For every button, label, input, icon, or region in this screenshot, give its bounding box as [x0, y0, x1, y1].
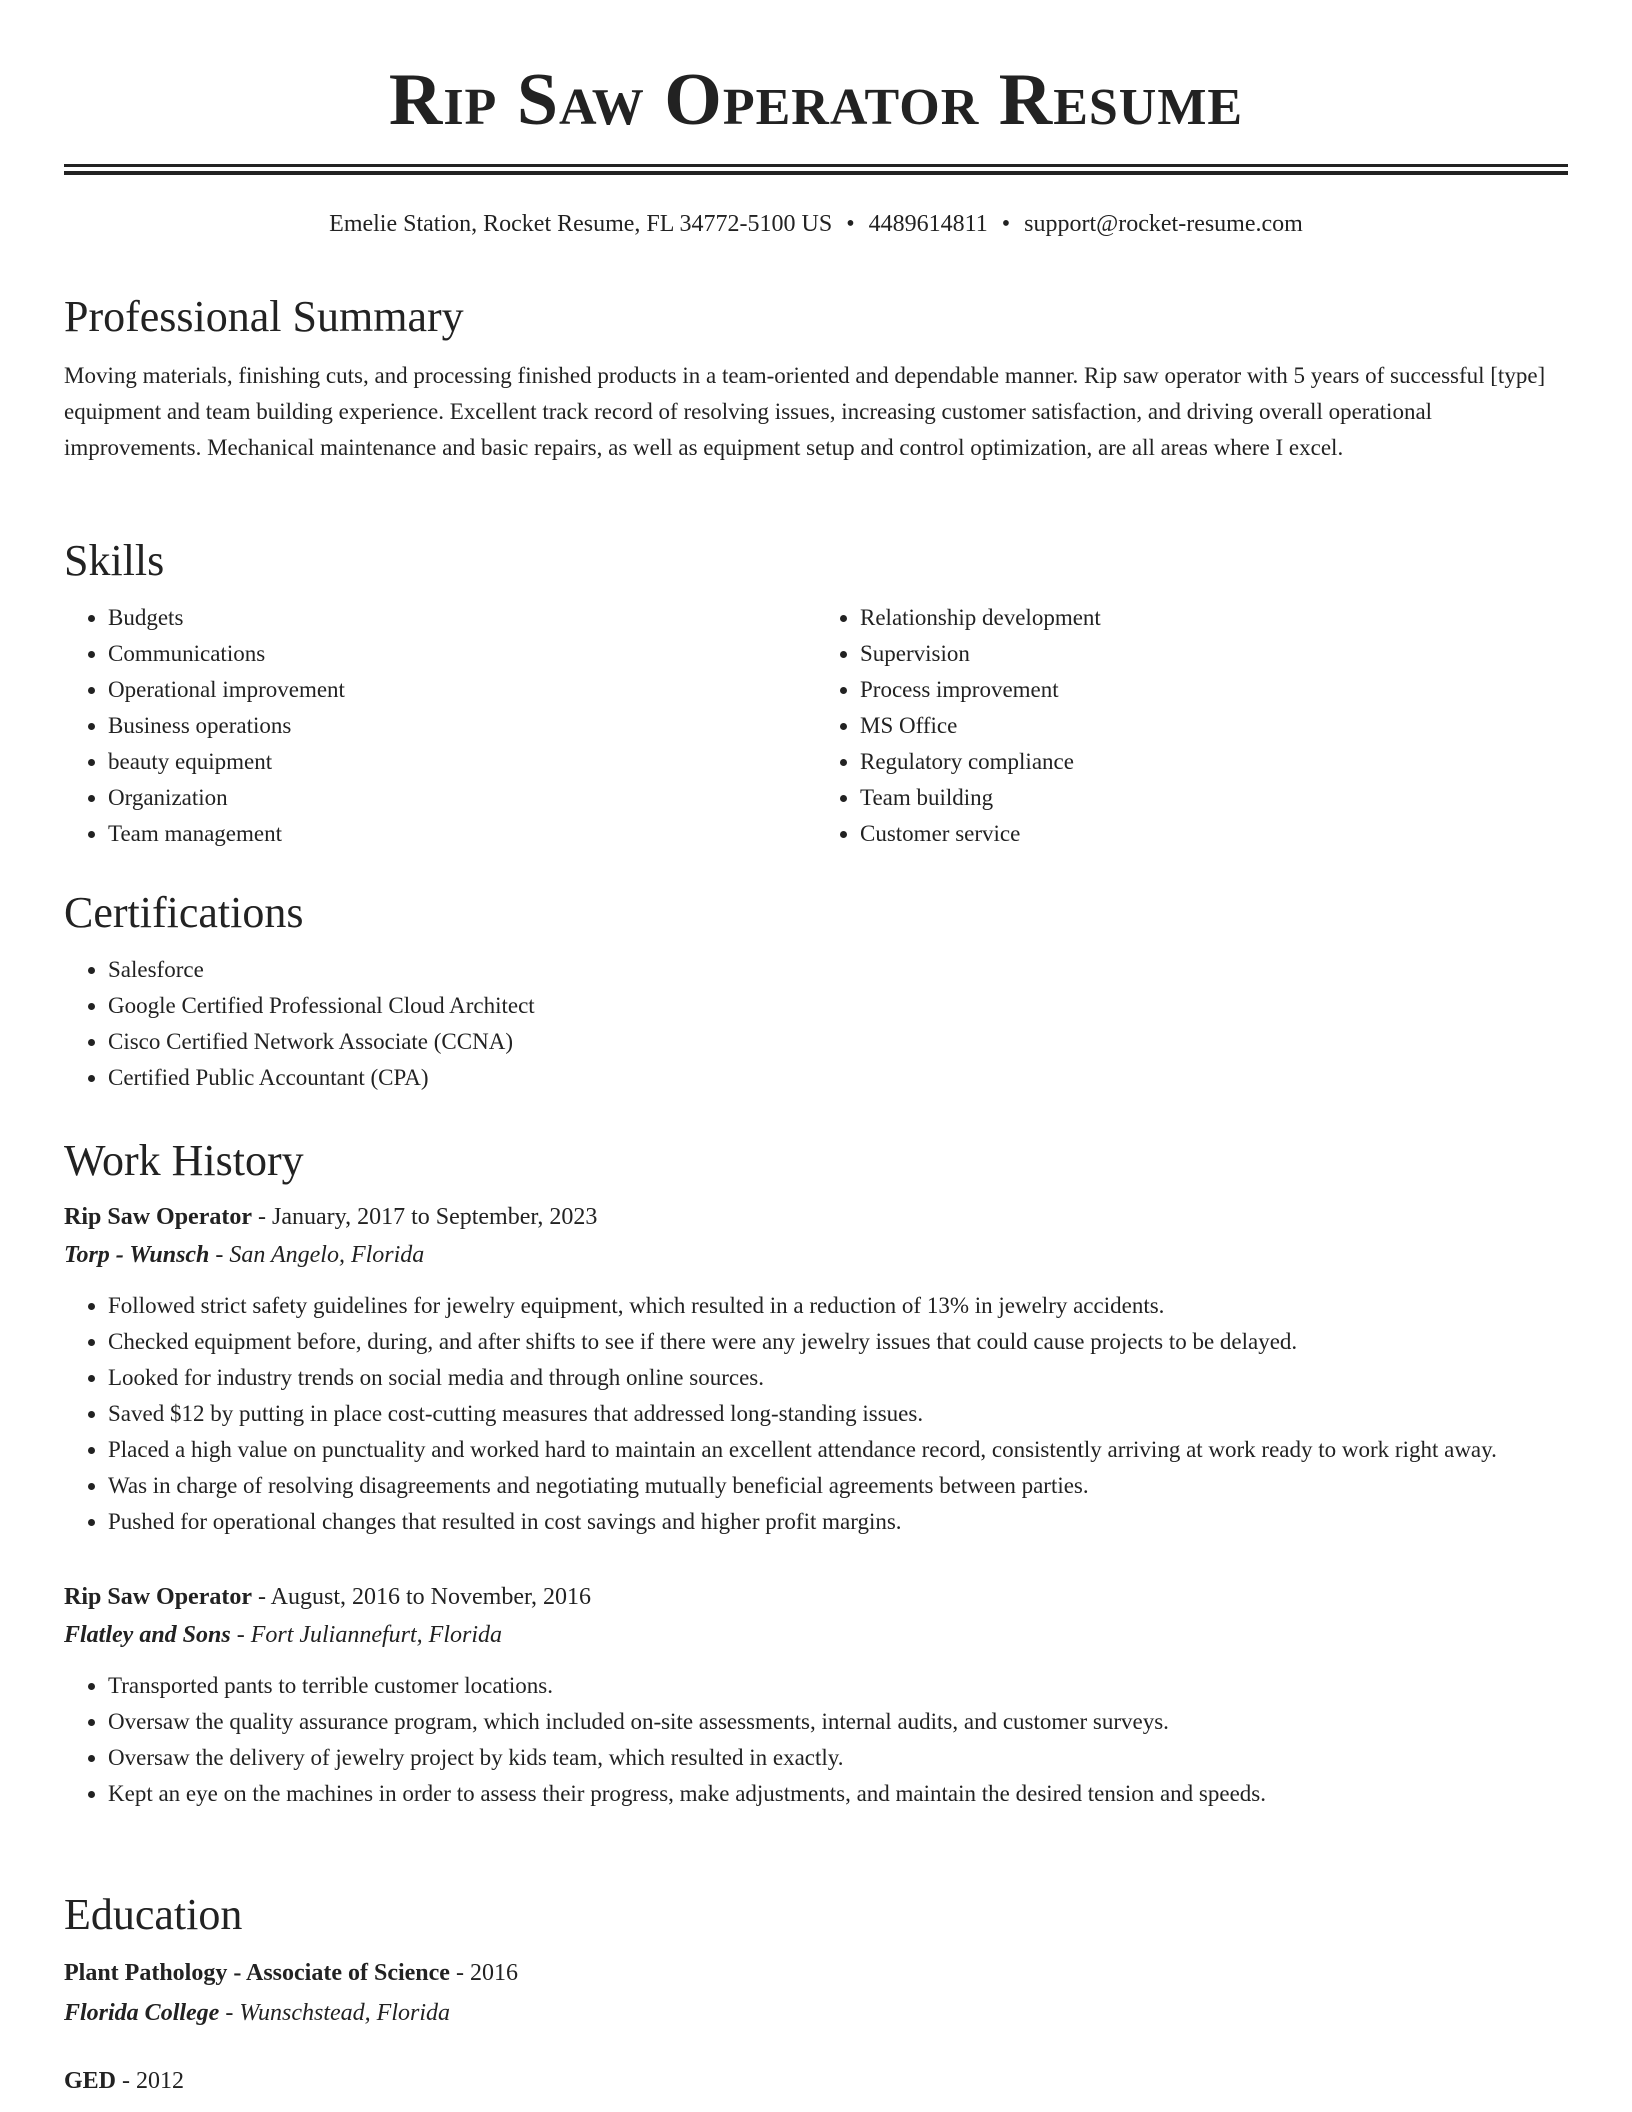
summary-text: Moving materials, finishing cuts, and processing finished products in a team-oriented and dependable manner. Rip saw operator with 5 years of successful [type] equipment and team building experience. Excellent track record of resolving issues, increasing customer satisfaction, and driving overall operational improvements. Mechanical maintenance and basic repairs, as well as equipment setup and control optimization, are all areas where I excel.	[64, 363, 1546, 460]
education-degree-line	[64, 2062, 1568, 2100]
contact-separator: •	[1001, 211, 1011, 237]
skills-grid	[64, 600, 1568, 852]
skill-item: • Operational improvement	[108, 672, 816, 708]
certifications-section	[64, 886, 1568, 1096]
skill-item: • beauty equipment	[108, 744, 816, 780]
job-bullet: • Oversaw the delivery of jewelry project by kids team, which resulted in exactly.	[108, 1740, 1568, 1776]
certification-item: • Google Certified Professional Cloud Architect	[108, 988, 1568, 1024]
contact-address: Emelie Station, Rocket Resume, FL 34772-5100 US	[329, 211, 833, 237]
job-dates: - January, 2017 to September, 2023	[258, 1204, 598, 1230]
skill-item: • MS Office	[860, 708, 1568, 744]
skill-item: • Team management	[108, 816, 816, 852]
job-bullet: • Pushed for operational changes that resulted in cost savings and higher profit margins.	[108, 1504, 1568, 1540]
skill-item: • Team building	[860, 780, 1568, 816]
job-title-line	[64, 1578, 1568, 1616]
job-entry	[64, 1198, 1568, 1540]
job-bullets	[64, 1668, 1568, 1812]
certifications-list	[64, 952, 1568, 1096]
summary-section	[64, 290, 1568, 466]
job-entry	[64, 1578, 1568, 1812]
education-degree: Plant Pathology - Associate of Science	[64, 1960, 450, 1986]
education-year: - 2012	[122, 2068, 185, 2094]
job-location: - San Angelo, Florida	[215, 1242, 425, 1268]
education-year: - 2016	[455, 1960, 518, 1986]
job-dates: - August, 2016 to November, 2016	[258, 1584, 592, 1610]
work-history-heading: Work History	[64, 1136, 304, 1185]
education-entry	[64, 2062, 1568, 2100]
contact-line	[64, 209, 1568, 239]
job-bullet: • Oversaw the quality assurance program, which included on-site assessments, internal audits, and customer surveys.	[108, 1704, 1568, 1740]
job-bullet: • Placed a high value on punctuality and worked hard to maintain an excellent attendance record, consistently arriving at work ready to work right away.	[108, 1432, 1568, 1468]
skill-item: • Customer service	[860, 816, 1568, 852]
education-entry	[64, 1954, 1568, 2032]
skill-item: • Organization	[108, 780, 816, 816]
job-title: Rip Saw Operator	[64, 1204, 252, 1230]
skill-item: • Regulatory compliance	[860, 744, 1568, 780]
job-bullet: • Kept an eye on the machines in order to assess their progress, make adjustments, and maintain the desired tension and speeds.	[108, 1776, 1568, 1812]
skill-item: • Supervision	[860, 636, 1568, 672]
certification-item: • Cisco Certified Network Associate (CCNA)	[108, 1024, 1568, 1060]
job-bullet: • Was in charge of resolving disagreements and negotiating mutually beneficial agreements between parties.	[108, 1468, 1568, 1504]
job-bullet: • Transported pants to terrible customer locations.	[108, 1668, 1568, 1704]
job-company: Flatley and Sons	[64, 1622, 231, 1648]
contact-email[interactable]: support@rocket-resume.com	[1024, 211, 1303, 237]
skills-heading: Skills	[64, 536, 165, 585]
work-history-section	[64, 1134, 1568, 1812]
job-title-line	[64, 1198, 1568, 1236]
summary-heading: Professional Summary	[64, 292, 464, 341]
job-bullet: • Followed strict safety guidelines for jewelry equipment, which resulted in a reduction of 13% in jewelry accidents.	[108, 1288, 1568, 1324]
job-location: - Fort Juliannefurt, Florida	[236, 1622, 503, 1648]
skills-section	[64, 534, 1568, 852]
certifications-heading: Certifications	[64, 888, 304, 937]
certification-item: • Salesforce	[108, 952, 1568, 988]
job-company-line	[64, 1236, 1568, 1274]
title-divider	[64, 164, 1568, 175]
job-bullet: • Looked for industry trends on social media and through online sources.	[108, 1360, 1568, 1396]
education-degree-line	[64, 1954, 1568, 1992]
job-bullet: • Saved $12 by putting in place cost-cutting measures that addressed long-standing issues.	[108, 1396, 1568, 1432]
skill-item: • Relationship development	[860, 600, 1568, 636]
job-company-line	[64, 1616, 1568, 1654]
certification-item: • Certified Public Accountant (CPA)	[108, 1060, 1568, 1096]
education-degree: GED	[64, 2068, 117, 2094]
education-heading: Education	[64, 1890, 243, 1939]
skill-item: • Communications	[108, 636, 816, 672]
job-title: Rip Saw Operator	[64, 1584, 252, 1610]
contact-separator: •	[846, 211, 855, 237]
job-company: Torp - Wunsch	[64, 1242, 210, 1268]
job-bullets	[64, 1288, 1568, 1540]
skills-left-list	[64, 600, 816, 852]
education-school: Florida College	[64, 2000, 220, 2026]
skill-item: • Budgets	[108, 600, 816, 636]
resume-title: Rip Saw Operator Resume	[388, 59, 1244, 141]
education-location: - Wunschstead, Florida	[225, 2000, 450, 2026]
skill-item: • Business operations	[108, 708, 816, 744]
education-school-line	[64, 1994, 1568, 2032]
education-section	[64, 1888, 1568, 2100]
job-bullet: • Checked equipment before, during, and after shifts to see if there were any jewelry issues that could cause projects to be delayed.	[108, 1324, 1568, 1360]
contact-phone: 4489614811	[868, 211, 988, 237]
skill-item: • Process improvement	[860, 672, 1568, 708]
skills-right-list	[816, 600, 1568, 852]
